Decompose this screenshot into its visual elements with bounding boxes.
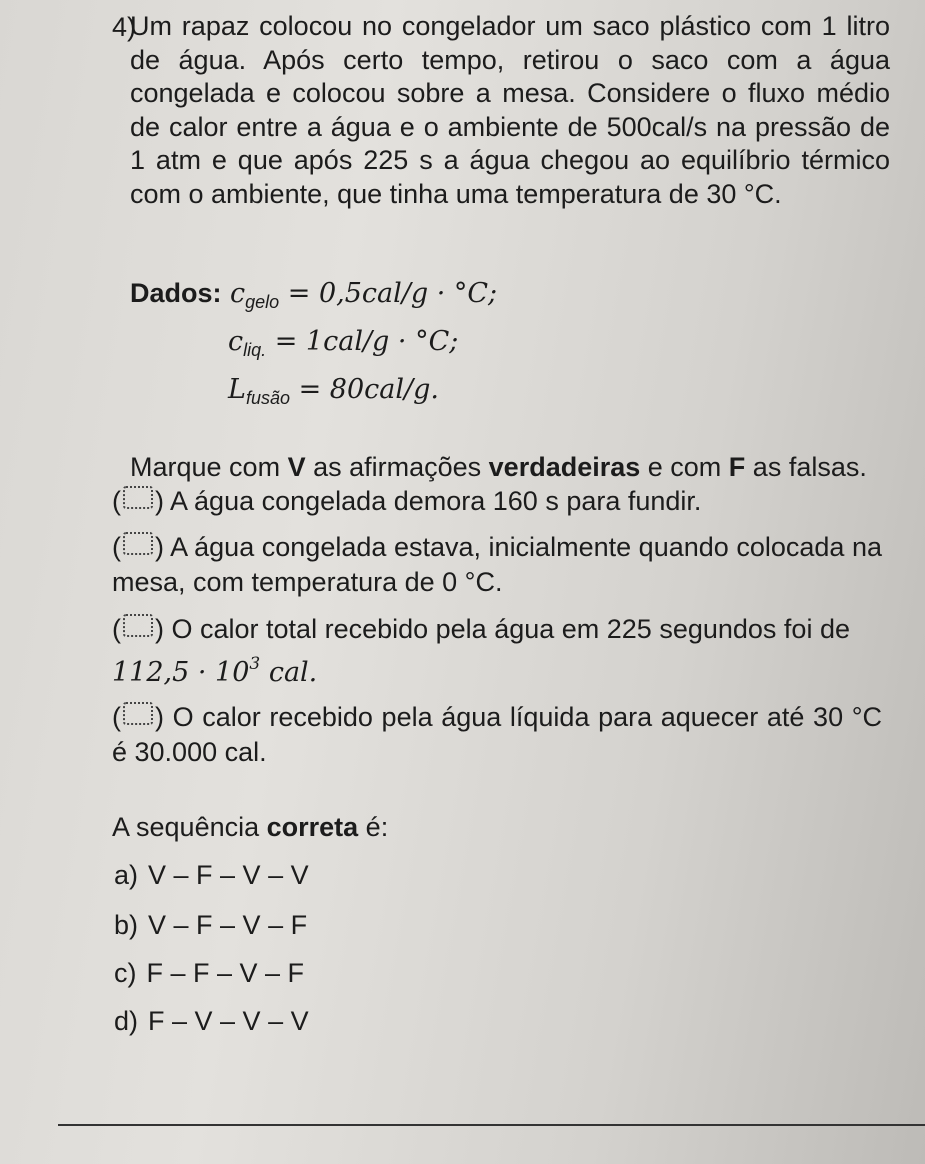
option-a[interactable] — [114, 860, 309, 891]
expression-exponent: 3 — [249, 654, 261, 674]
sequence-prompt — [112, 812, 388, 843]
statement-item-2 — [112, 530, 882, 600]
expression-unit: cal. — [260, 657, 318, 688]
dados-title: Dados: — [130, 278, 222, 308]
option-letter: a) — [114, 860, 139, 890]
answer-box[interactable] — [123, 532, 153, 555]
option-text: V – F – V – F — [148, 910, 308, 940]
dados-l-fusao — [228, 374, 439, 409]
option-text: V – F – V – V — [148, 860, 309, 890]
answer-slot[interactable]: ( ) — [112, 486, 164, 516]
subscript: fusão — [245, 388, 290, 408]
instruction-post: as falsas. — [745, 452, 867, 482]
sequence-post: é: — [358, 812, 389, 842]
option-letter: b) — [114, 910, 139, 940]
item-text: O calor recebido pela água líquida para aquecer até 30 °C é 30.000 cal. — [112, 702, 882, 767]
dados-label — [130, 278, 222, 309]
dados-c-gelo — [230, 278, 497, 313]
question-statement: Um rapaz colocou no congelador um saco plástico com 1 litro de água. Após certo tempo, retirou o saco com a água congelada e colocou sobre a mesa. Considere o fluxo médio de calor entre a água e o ambiente de 500cal/s na pressão de 1 atm e que após 225 s a água chegou ao equilíbrio térmico com o ambiente, que tinha uma temperatura de 30 °C. — [130, 11, 890, 209]
option-c[interactable] — [114, 958, 304, 989]
option-letter: c) — [114, 958, 137, 988]
answer-slot[interactable]: ( ) — [112, 702, 164, 732]
answer-slot[interactable]: ( ) — [112, 614, 164, 644]
instruction-mid: as afirmações — [305, 452, 489, 482]
statement-item-1 — [112, 484, 882, 519]
symbol: c — [230, 278, 246, 309]
answer-box[interactable] — [123, 702, 153, 725]
instruction-pre: Marque com — [130, 452, 288, 482]
statement-item-3 — [112, 612, 882, 690]
sequence-bold: correta — [266, 812, 359, 842]
sequence-pre: A sequência — [112, 812, 267, 842]
instruction-f: F — [728, 452, 746, 482]
item-text: A água congelada estava, inicialmente quando colocada na mesa, com temperatura de 0 °C. — [112, 532, 882, 597]
option-b[interactable] — [114, 910, 307, 941]
option-d[interactable] — [114, 1006, 309, 1037]
instruction-v: V — [287, 452, 306, 482]
expression-base: 112,5 · 10 — [112, 657, 250, 688]
answer-box[interactable] — [123, 486, 153, 509]
dados-c-liq — [228, 326, 458, 361]
question-number: 4) — [112, 12, 137, 42]
value: = 1cal/g · °C; — [266, 326, 459, 357]
option-letter: d) — [114, 1006, 139, 1036]
value: = 0,5cal/g · °C; — [279, 278, 498, 309]
item-text: A água congelada demora 160 s para fundir. — [170, 486, 702, 516]
subscript: gelo — [245, 292, 280, 312]
value: = 80cal/g. — [289, 374, 439, 405]
option-text: F – F – V – F — [146, 958, 305, 988]
symbol: L — [228, 374, 246, 405]
answer-slot[interactable]: ( ) — [112, 532, 164, 562]
option-text: F – V – V – V — [148, 1006, 309, 1036]
answer-box[interactable] — [123, 614, 153, 637]
statement-item-4 — [112, 700, 882, 770]
subscript: liq. — [243, 340, 267, 360]
symbol: c — [228, 326, 244, 357]
divider-line — [58, 1124, 925, 1126]
instruction-mid2: e com — [640, 452, 729, 482]
instruction-verdadeiras: verdadeiras — [488, 452, 641, 482]
instruction — [130, 452, 867, 483]
item-text: O calor total recebido pela água em 225 segundos foi de — [171, 614, 850, 644]
